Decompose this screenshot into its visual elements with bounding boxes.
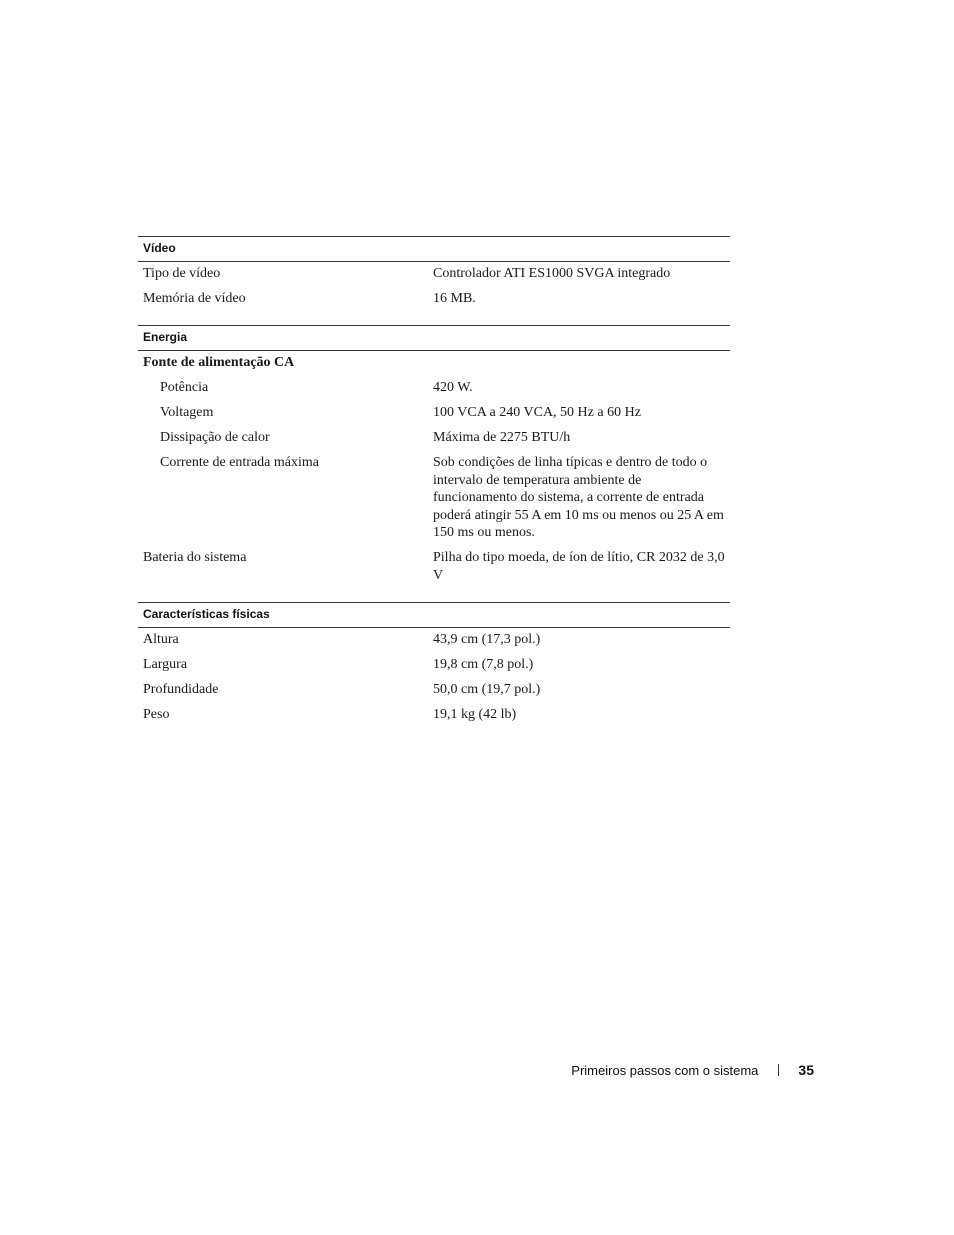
spec-row-system-battery (138, 546, 730, 589)
page-footer (571, 1062, 814, 1078)
power-section-header: Energia (138, 325, 730, 351)
spec-label: Peso (143, 706, 170, 722)
spec-value: 19,8 cm (7,8 pol.) (433, 656, 534, 672)
spec-value: 420 W. (433, 380, 473, 395)
spec-value: 50,0 cm (19,7 pol.) (433, 681, 541, 697)
spec-label: Corrente de entrada máxima (160, 455, 319, 470)
spec-row-wattage (138, 376, 730, 401)
spec-row-width (138, 653, 730, 678)
spec-row-depth (138, 678, 730, 703)
spec-label: Largura (143, 656, 188, 672)
spec-label: Dissipação de calor (160, 430, 270, 445)
power-section (138, 325, 730, 589)
video-section (138, 236, 730, 312)
spec-row-video-memory (138, 287, 730, 312)
spec-group-label: Fonte de alimentação CA (143, 355, 295, 370)
spec-label: Profundidade (143, 681, 219, 697)
page-number: 35 (798, 1062, 814, 1078)
spec-label: Voltagem (160, 405, 214, 420)
spec-row-max-inrush-current (138, 451, 730, 546)
spec-label: Bateria do sistema (143, 550, 247, 565)
spec-value: Controlador ATI ES1000 SVGA integrado (433, 266, 671, 281)
spec-row-height (138, 628, 730, 653)
spec-row-heat-dissipation (138, 426, 730, 451)
spec-value: 100 VCA a 240 VCA, 50 Hz a 60 Hz (433, 405, 641, 420)
video-section-header: Vídeo (138, 236, 730, 262)
footer-title: Primeiros passos com o sistema (571, 1062, 759, 1078)
spec-value: 43,9 cm (17,3 pol.) (433, 631, 541, 647)
spec-value: Máxima de 2275 BTU/h (433, 430, 571, 445)
spec-label: Potência (160, 380, 209, 395)
spec-value: Pilha do tipo moeda, de íon de lítio, CR 2032 de 3,0 V (433, 550, 725, 583)
spec-label: Altura (143, 631, 179, 647)
spec-row-video-type (138, 262, 730, 287)
spec-value: 19,1 kg (42 lb) (433, 706, 517, 722)
footer-divider (778, 1064, 779, 1076)
specifications-table (138, 236, 730, 741)
physical-section (138, 602, 730, 728)
spec-value: Sob condições de linha típicas e dentro de todo o intervalo de temperatura ambiente de funcionamento do sistema, a corrente de entrada poderá atingir 55 A em 10 ms ou menos ou 25 A em 150 ms ou menos. (433, 455, 724, 540)
spec-row-voltage (138, 401, 730, 426)
spec-label: Memória de vídeo (143, 291, 246, 306)
physical-section-header: Características físicas (138, 602, 730, 628)
spec-label: Tipo de vídeo (143, 266, 221, 281)
spec-group-ac-power-supply (138, 351, 730, 376)
spec-value: 16 MB. (433, 291, 476, 306)
spec-row-weight (138, 703, 730, 728)
